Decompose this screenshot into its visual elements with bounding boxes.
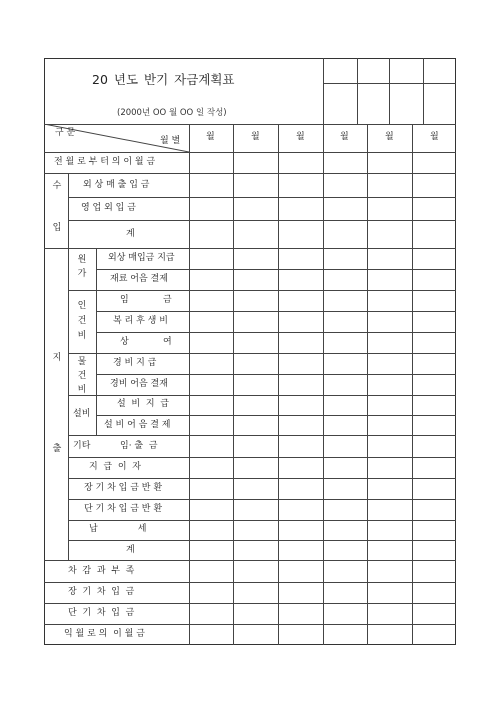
rule — [357, 58, 358, 124]
material-cost-group: 원 — [77, 255, 87, 265]
labor-cost-group: 인 — [77, 301, 87, 311]
rule — [278, 124, 279, 645]
category-header: 구 문 — [55, 128, 76, 138]
material-item-label: 재료 어음 결제 — [110, 274, 168, 284]
rule — [96, 269, 456, 270]
balance-row-label: 단 기 차 입 금 — [68, 608, 135, 618]
month-header: 월 — [340, 132, 349, 142]
rule — [68, 499, 456, 500]
month-header: 월 — [251, 132, 260, 142]
expense-total-label: 계 — [126, 545, 135, 555]
labor-item-label: 임 금 — [120, 295, 172, 305]
rule — [68, 220, 456, 221]
labor-cost-group: 비 — [77, 331, 87, 341]
expense-group-label: 지 — [52, 353, 62, 363]
income-item-label: 외 상 매 출 입 금 — [83, 180, 150, 190]
rule — [323, 124, 324, 645]
month-header: 월 — [430, 132, 439, 142]
rule — [367, 124, 368, 645]
page-subtitle: (2000년 OO 월 OO 일 작성) — [117, 108, 227, 118]
rule — [44, 173, 456, 174]
rule — [68, 457, 456, 458]
expense-item-label: 지 급 이 자 — [89, 462, 141, 472]
expense-group-label: 출 — [52, 444, 62, 454]
month-header: 월 — [385, 132, 394, 142]
month-axis-header: 월 별 — [160, 136, 181, 146]
rule — [68, 478, 456, 479]
rule — [68, 197, 456, 198]
goods-item-label: 경비 어음 결재 — [110, 379, 168, 389]
balance-row-label: 장 기 차 입 금 — [68, 587, 135, 597]
rule — [189, 124, 190, 645]
income-total-label: 계 — [126, 229, 135, 239]
rule — [96, 374, 456, 375]
expense-item-label: 장 기 차 입 금 반 환 — [84, 483, 163, 493]
material-item-label: 외상 매입금 지급 — [108, 253, 175, 263]
rule — [96, 332, 456, 333]
balance-row-label: 차 감 과 부 족 — [68, 566, 135, 576]
rule — [44, 560, 456, 561]
income-item-label: 영 업 외 입 금 — [81, 203, 136, 213]
rule — [44, 603, 456, 604]
rule — [44, 582, 456, 583]
month-header: 월 — [296, 132, 305, 142]
goods-cost-group: 물 — [77, 357, 87, 367]
material-cost-group: 가 — [77, 269, 87, 279]
labor-cost-group: 건 — [77, 316, 87, 326]
rule — [44, 248, 456, 249]
rule — [44, 624, 456, 625]
expense-item-label: 단 기 차 입 금 반 환 — [84, 504, 163, 514]
rule — [96, 248, 97, 435]
month-header: 월 — [206, 132, 215, 142]
rule — [44, 152, 456, 153]
carryover-label: 전 월 로 부 터 의 이 월 금 — [54, 157, 156, 167]
rule — [68, 540, 456, 541]
labor-item-label: 상 여 — [120, 337, 172, 347]
rule — [323, 58, 324, 124]
goods-cost-group: 건 — [77, 371, 87, 381]
goods-cost-group: 비 — [77, 385, 87, 395]
rule — [68, 395, 456, 396]
other-group: 기타 — [73, 441, 91, 451]
rule — [68, 173, 69, 560]
rule — [96, 311, 456, 312]
rule — [68, 290, 456, 291]
income-group-label: 입 — [52, 223, 62, 233]
rule — [68, 520, 456, 521]
rule — [96, 415, 456, 416]
other-item-label: 임· 출 금 — [120, 441, 158, 451]
balance-row-label: 익 월 로 의 이 월 금 — [64, 629, 145, 639]
rule — [412, 124, 413, 645]
labor-item-label: 복 리 후 생 비 — [113, 316, 168, 326]
income-group-label: 수 — [52, 181, 62, 191]
facility-item-label: 설 비 어 음 결 제 — [104, 420, 171, 430]
facility-group: 설비 — [73, 409, 91, 419]
rule — [233, 124, 234, 645]
rule — [423, 58, 424, 124]
rule — [389, 58, 390, 124]
expense-item-label: 납 세 — [89, 524, 147, 534]
rule — [68, 435, 456, 436]
rule — [68, 353, 456, 354]
facility-item-label: 설 비 지 급 — [117, 399, 169, 409]
goods-item-label: 경 비 지 급 — [113, 358, 157, 368]
page-title: 20 년도 반기 자금계획표 — [92, 72, 235, 87]
